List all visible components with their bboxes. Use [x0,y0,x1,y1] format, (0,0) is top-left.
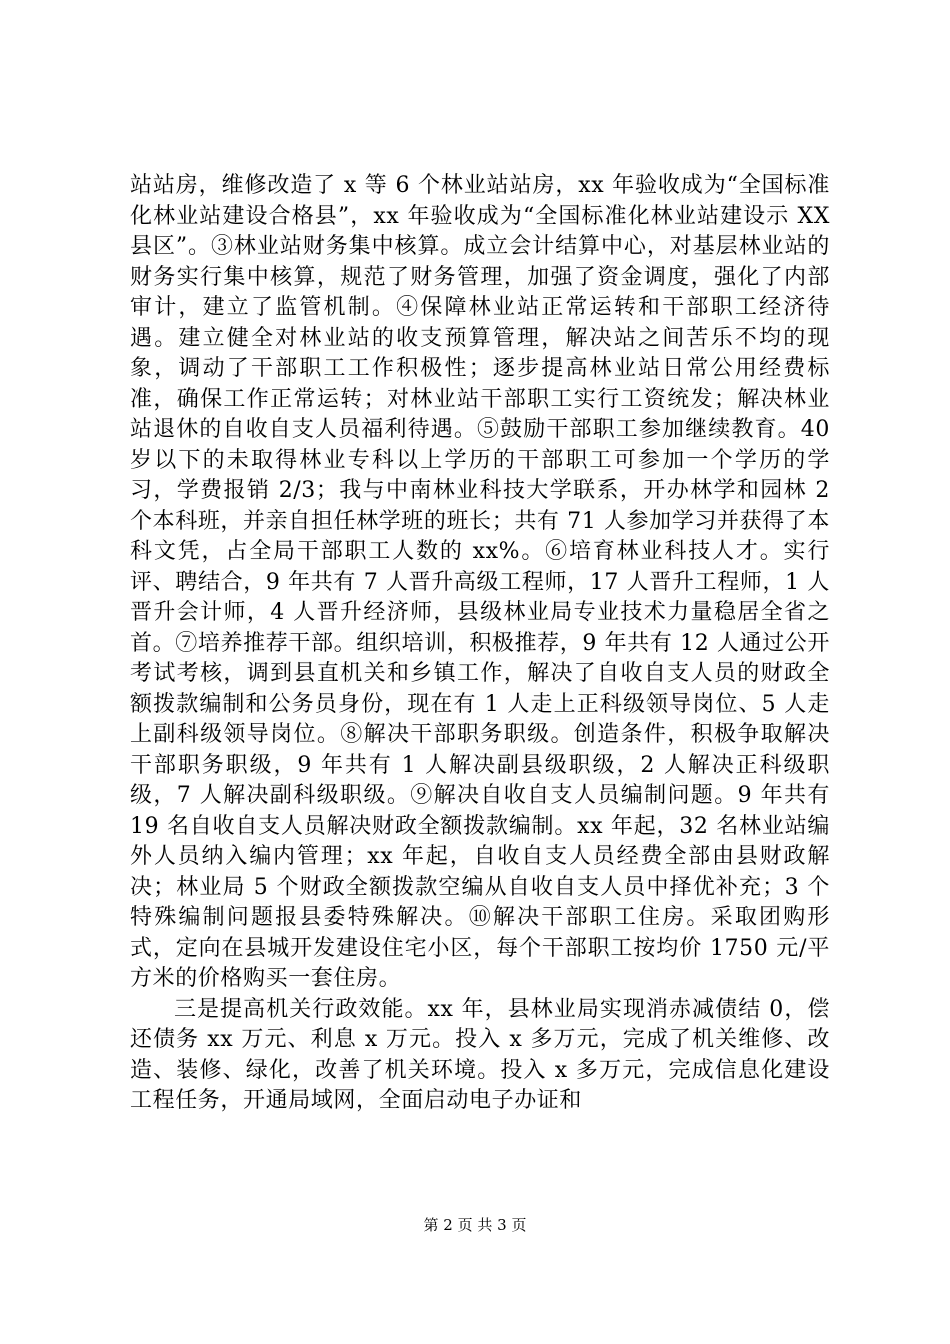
paragraph: 三是提高机关行政效能。xx 年，县林业局实现消赤减债结 0，偿还债务 xx 万元、利息 x 万元。投入 x 多万元，完成了机关维修、改造、装修、绿化，改善了机关环境。投入 x 多万元，完成信息化建设工程任务，开通局域网，全面启动电子办证和 [130,996,830,1113]
paragraph: 站站房，维修改造了 x 等 6 个林业站站房，xx 年验收成为“全国标准化林业站建设合格县”，xx 年验收成为“全国标准化林业站建设示 XX 县区”。③林业站财务集中核算。成立会计结算中心，对基层林业站的财务实行集中核算，规范了财务管理，加强了资金调度，强化了内部审计，建立了监管机制。④保障林业站正常运转和干部职工经济待遇。建立健全对林业站的收支预算管理，解决站之间苦乐不均的现象，调动了干部职工工作积极性；逐步提高林业站日常公用经费标准，确保工作正常运转；对林业站干部职工实行工资统发；解决林业站退休的自收自支人员福利待遇。⑤鼓励干部职工参加继续教育。40 岁以下的未取得林业专科以上学历的干部职工可参加一个学历的学习，学费报销 2/3；我与中南林业科技大学联系，开办林学和园林 2 个本科班，并亲自担任林学班的班长；共有 71 人参加学习并获得了本科文凭，占全局干部职工人数的 xx%。⑥培育林业科技人才。实行评、聘结合，9 年共有 7 人晋升高级工程师，17 人晋升工程师，1 人晋升会计师，4 人晋升经济师，县级林业局专业技术力量稳居全省之首。⑦培养推荐干部。组织培训，积极推荐，9 年共有 12 人通过公开考试考核，调到县直机关和乡镇工作，解决了自收自支人员的财政全额拨款编制和公务员身份，现在有 1 人走上正科级领导岗位、5 人走上副科级领导岗位。⑧解决干部职务职级。创造条件，积极争取解决干部职务职级，9 年共有 1 人解决副县级职级，2 人解决正科级职级，7 人解决副科级职级。⑨解决自收自支人员编制问题。9 年共有 19 名自收自支人员解决财政全额拨款编制。xx 年起，32 名林业站编外人员纳入编内管理；xx 年起，自收自支人员经费全部由县财政解决；林业局 5 个财政全额拨款空编从自收自支人员中择优补充；3 个特殊编制问题报县委特殊解决。⑩解决干部职工住房。采取团购形式，定向在县城开发建设住宅小区，每个干部职工按均价 1750 元/平方米的价格购买一套住房。 [130,173,830,991]
page-footer: 第 2 页 共 3 页 [423,1216,527,1234]
body-text [130,171,830,1117]
